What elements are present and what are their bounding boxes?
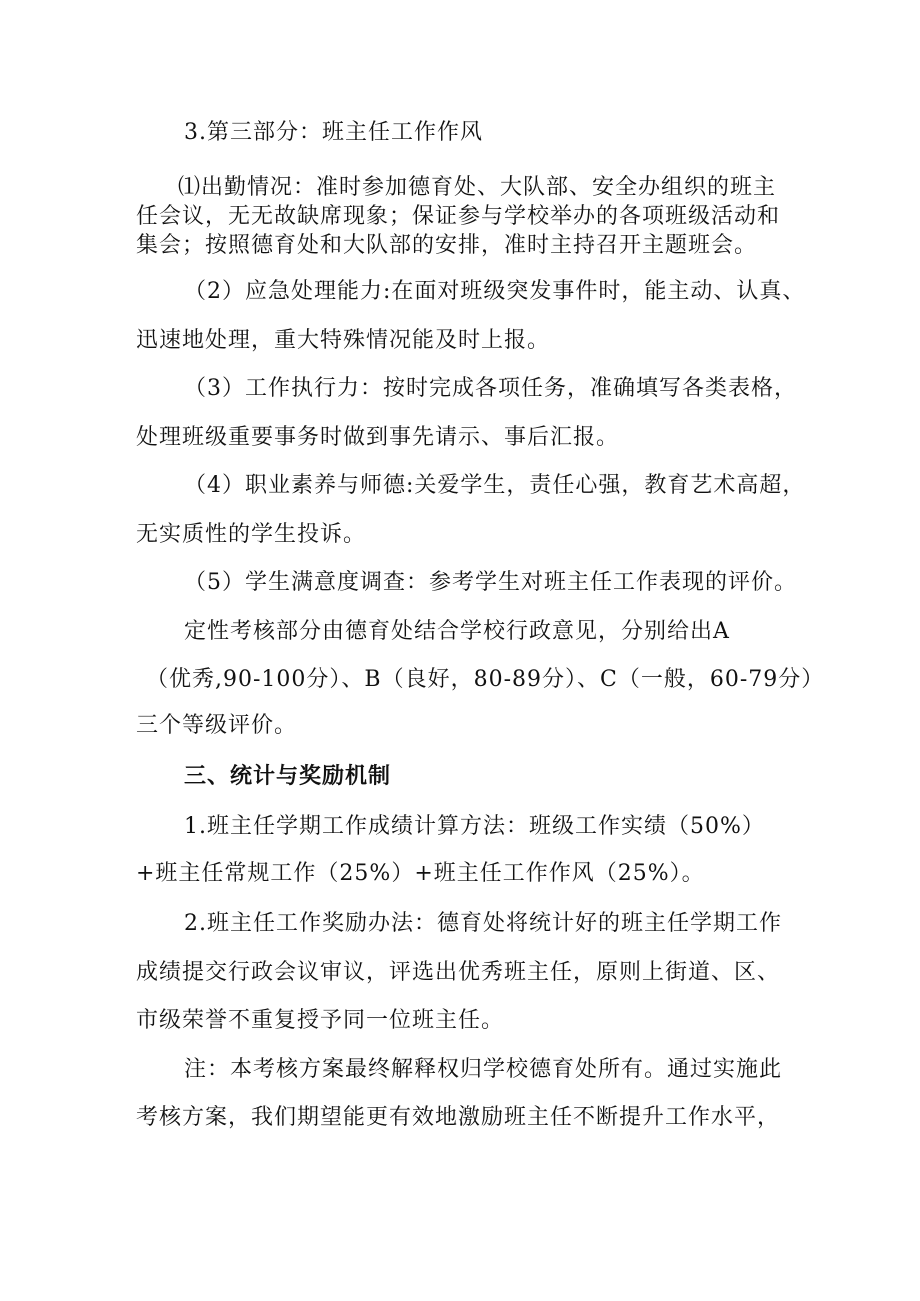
section-heading: 三、统计与奖励机制 [184, 764, 392, 789]
paragraph-line: 无实质性的学生投诉。 [136, 522, 367, 547]
paragraph-line: （2）应急处理能力:在面对班级突发事件时，能主动、认真、 [184, 279, 806, 304]
paragraph-line: ⑴出勤情况：准时参加德育处、大队部、安全办组织的班主 [178, 175, 777, 200]
paragraph-line: （3）工作执行力：按时完成各项任务，准确填写各类表格， [184, 376, 797, 401]
paragraph-line: 处理班级重要事务时做到事先请示、事后汇报。 [136, 425, 620, 450]
paragraph-line: 注：本考核方案最终解释权归学校德育处所有。通过实施此 [184, 1057, 783, 1082]
paragraph-line: （优秀,90-100分）、B（良好，80-89分）、C（一般，60-79分） [146, 667, 825, 692]
paragraph-line: 1.班主任学期工作成绩计算方法：班级工作实绩（50%） [184, 814, 765, 839]
paragraph-line: 集会；按照德育处和大队部的安排，准时主持召开主题班会。 [136, 233, 758, 258]
paragraph-line: 迅速地处理，重大特殊情况能及时上报。 [136, 328, 551, 353]
paragraph-line: 2.班主任工作奖励办法：德育处将统计好的班主任学期工作 [184, 911, 782, 936]
paragraph-line: 定性考核部分由德育处结合学校行政意见，分别给出A [184, 619, 730, 644]
paragraph-line: （4）职业素养与师德:关爱学生，责任心强，教育艺术高超， [184, 473, 806, 498]
paragraph-line: 三个等级评价。 [136, 713, 298, 738]
paragraph-line: （5）学生满意度调查：参考学生对班主任工作表现的评价。 [184, 570, 797, 595]
section-subheading: 3.第三部分：班主任工作作风 [184, 120, 483, 145]
paragraph-line: 市级荣誉不重复授予同一位班主任。 [136, 1008, 505, 1033]
paragraph-line: 成绩提交行政会议审议，评选出优秀班主任，原则上街道、区、 [136, 960, 781, 985]
paragraph-line: 考核方案，我们期望能更有效地激励班主任不断提升工作水平， [136, 1105, 781, 1130]
paragraph-line: 任会议，无无故缺席现象；保证参与学校举办的各项班级活动和 [136, 204, 781, 229]
paragraph-line: +班主任常规工作（25%）+班主任工作作风（25%）。 [136, 861, 705, 886]
